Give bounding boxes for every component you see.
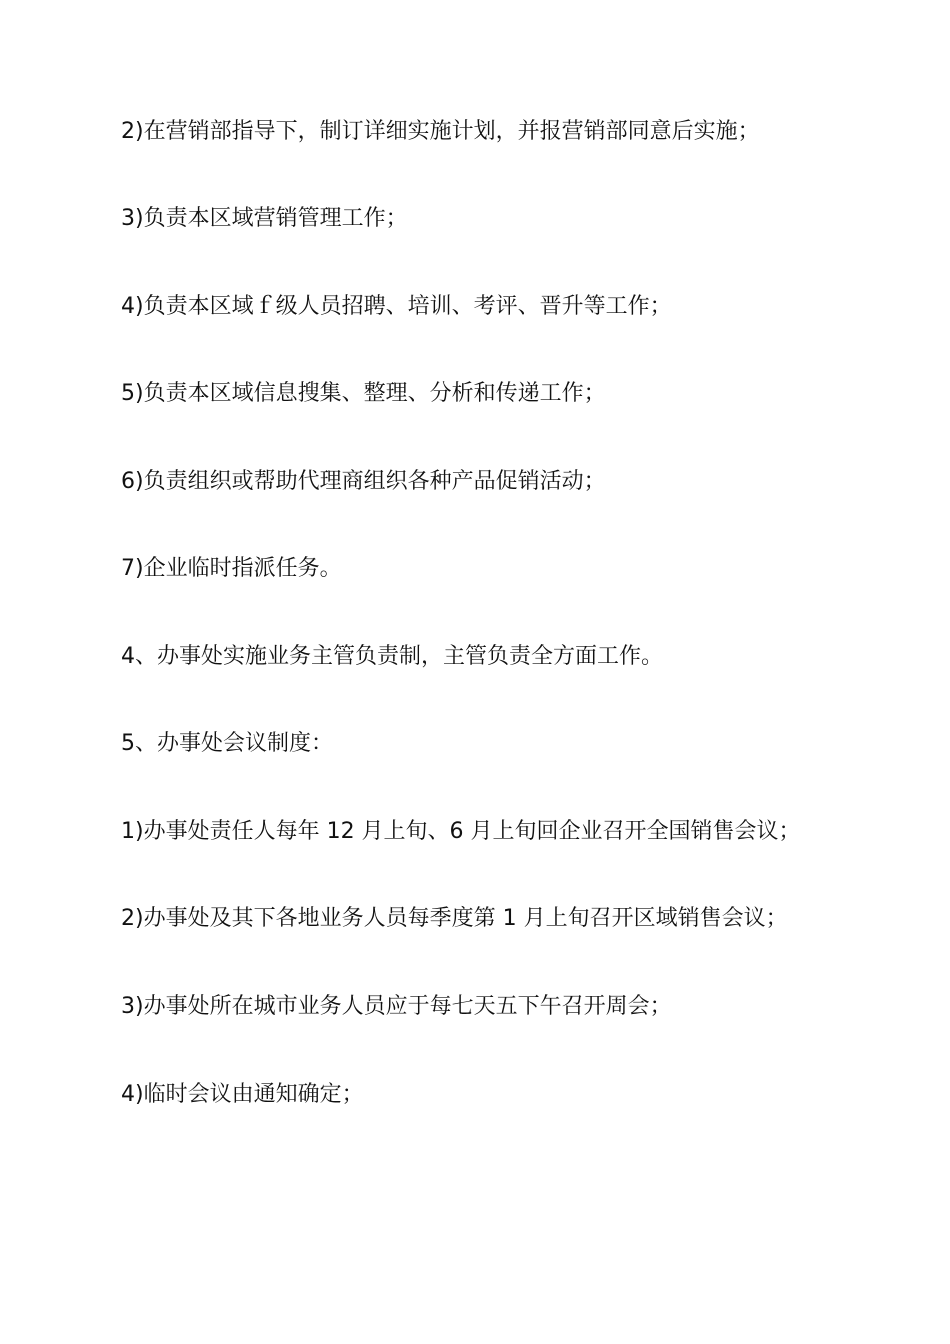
paragraph-line: 3)负责本区域营销管理工作； [121, 206, 408, 231]
paragraph-line: 1)办事处责任人每年 12 月上旬、6 月上旬回企业召开全国销售会议； [121, 819, 801, 844]
paragraph-line: 7)企业临时指派任务。 [121, 556, 342, 581]
paragraph-line: 4、办事处实施业务主管负责制，主管负责全方面工作。 [121, 644, 663, 669]
paragraph-line: 2)在营销部指导下，制订详细实施计划，并报营销部同意后实施； [121, 119, 760, 144]
paragraph-line: 5)负责本区域信息搜集、整理、分析和传递工作； [121, 381, 606, 406]
paragraph-line: 4)临时会议由通知确定； [121, 1082, 364, 1107]
paragraph-line: 5、办事处会议制度： [121, 731, 333, 756]
paragraph-line: 6)负责组织或帮助代理商组织各种产品促销活动； [121, 469, 606, 494]
paragraph-line: 4)负责本区域ｆ级人员招聘、培训、考评、晋升等工作； [121, 294, 672, 319]
paragraph-line: 2)办事处及其下各地业务人员每季度第 1 月上旬召开区域销售会议； [121, 906, 788, 931]
paragraph-line: 3)办事处所在城市业务人员应于每七天五下午召开周会； [121, 994, 672, 1019]
